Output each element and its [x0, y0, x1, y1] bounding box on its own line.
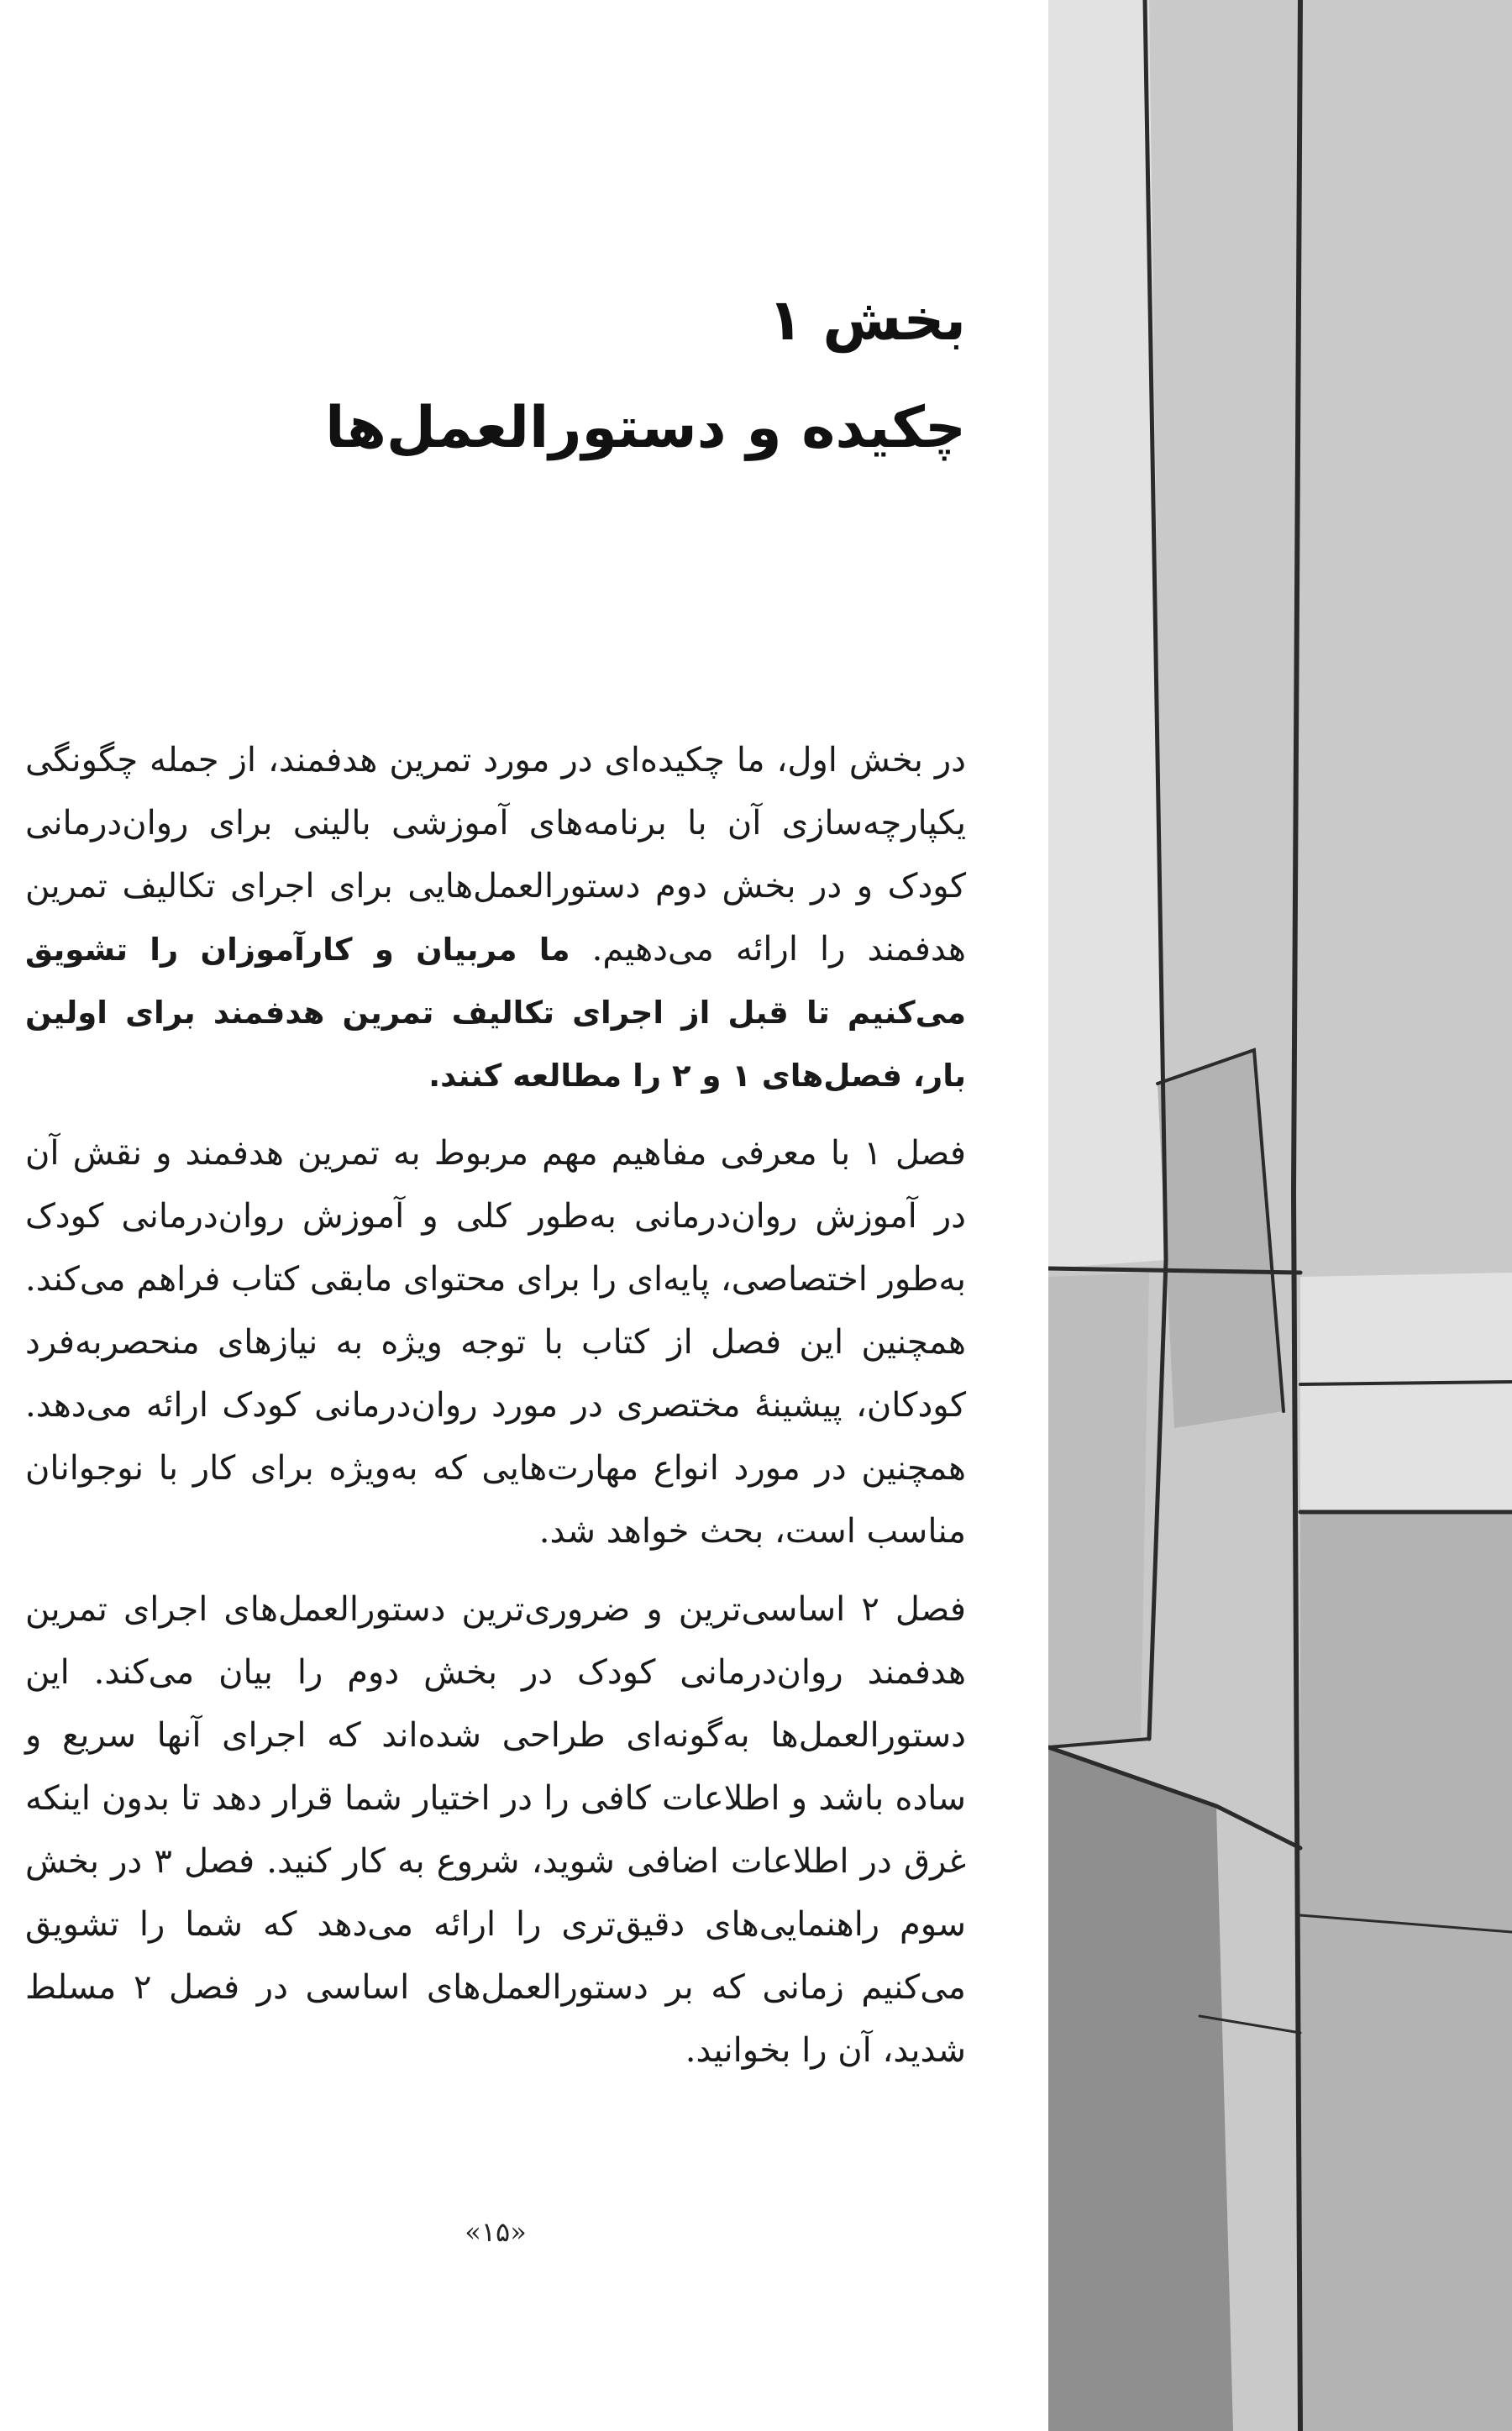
paragraph-chapter-2-text: فصل ۲ اساسی‌ترین و ضروری‌ترین دستورالعمل‌های اجرای تمرین هدفمند روان‌درمانی کودک در بخش دوم را بیان می‌کند. این دستورالعمل‌ها به‌گونه‌ای طراحی شده‌اند که اجرای آنها سریع و ساده باشد و اطلاعات کافی را در اختیار شما قرار دهد تا بدون اینکه غرق در اطلاعات اضافی شوید، شروع به کار کنید. فصل ۳ در بخش سوم راهنمایی‌های دقیق‌تری را ارائه می‌دهد که شما را تشویق می‌کنیم زمانی که بر دستورالعمل‌های اساسی در فصل ۲ مسلط شدید، آن را بخوانید. — [25, 1590, 966, 2070]
part-subtitle: چکیده و دستورالعمل‌ها — [325, 395, 966, 461]
painting-left-block — [1048, 1273, 1149, 1747]
decorative-painting-panel — [1048, 0, 1512, 2431]
painting-dark-wedge — [1048, 1747, 1233, 2431]
part-heading — [25, 267, 966, 482]
paragraph-intro-emphasis: ما مربیان و کارآموزان را تشویق می‌کنیم تا قبل از اجرای تکالیف تمرین هدفمند برای اولین بار، فصل‌های ۱ و ۲ را مطالعه کنند. — [25, 932, 966, 1094]
paragraph-chapter-2 — [25, 1578, 966, 2082]
body-text — [25, 729, 966, 2098]
abstract-painting-image — [1048, 0, 1512, 2431]
painting-lower-block — [1300, 1512, 1512, 2431]
paragraph-chapter-1 — [25, 1122, 966, 1563]
page-number: «۱۵» — [465, 2216, 527, 2248]
paragraph-chapter-1-text: فصل ۱ با معرفی مفاهیم مهم مربوط به تمرین هدفمند و نقش آن در آموزش روان‌درمانی به‌طور کلی و آموزش روان‌درمانی کودک به‌طور اختصاصی، پایه‌ای را برای محتوای مابقی کتاب فراهم می‌کند. همچنین این فصل از کتاب با توجه ویژه به نیازهای منحصربه‌فرد کودکان، پیشینهٔ مختصری در مورد روان‌درمانی کودک ارائه می‌دهد. همچنین در مورد انواع مهارت‌هایی که به‌ویژه برای کار با نوجوانان مناسب است، بحث خواهد شد. — [25, 1134, 966, 1551]
paragraph-intro-text: در بخش اول، ما چکیده‌ای در مورد تمرین هدفمند، از جمله چگونگی یکپارچه‌سازی آن با برنامه‌های آموزشی بالینی برای روان‌درمانی کودک و در بخش دوم دستورالعمل‌هایی برای اجرای تکالیف تمرین هدفمند را ارائه می‌دهیم. — [25, 741, 966, 969]
paragraph-intro — [25, 729, 966, 1107]
part-number-title: بخش ۱ — [768, 287, 966, 354]
text-column — [25, 0, 966, 2431]
painting-light-block — [1300, 1273, 1512, 1512]
